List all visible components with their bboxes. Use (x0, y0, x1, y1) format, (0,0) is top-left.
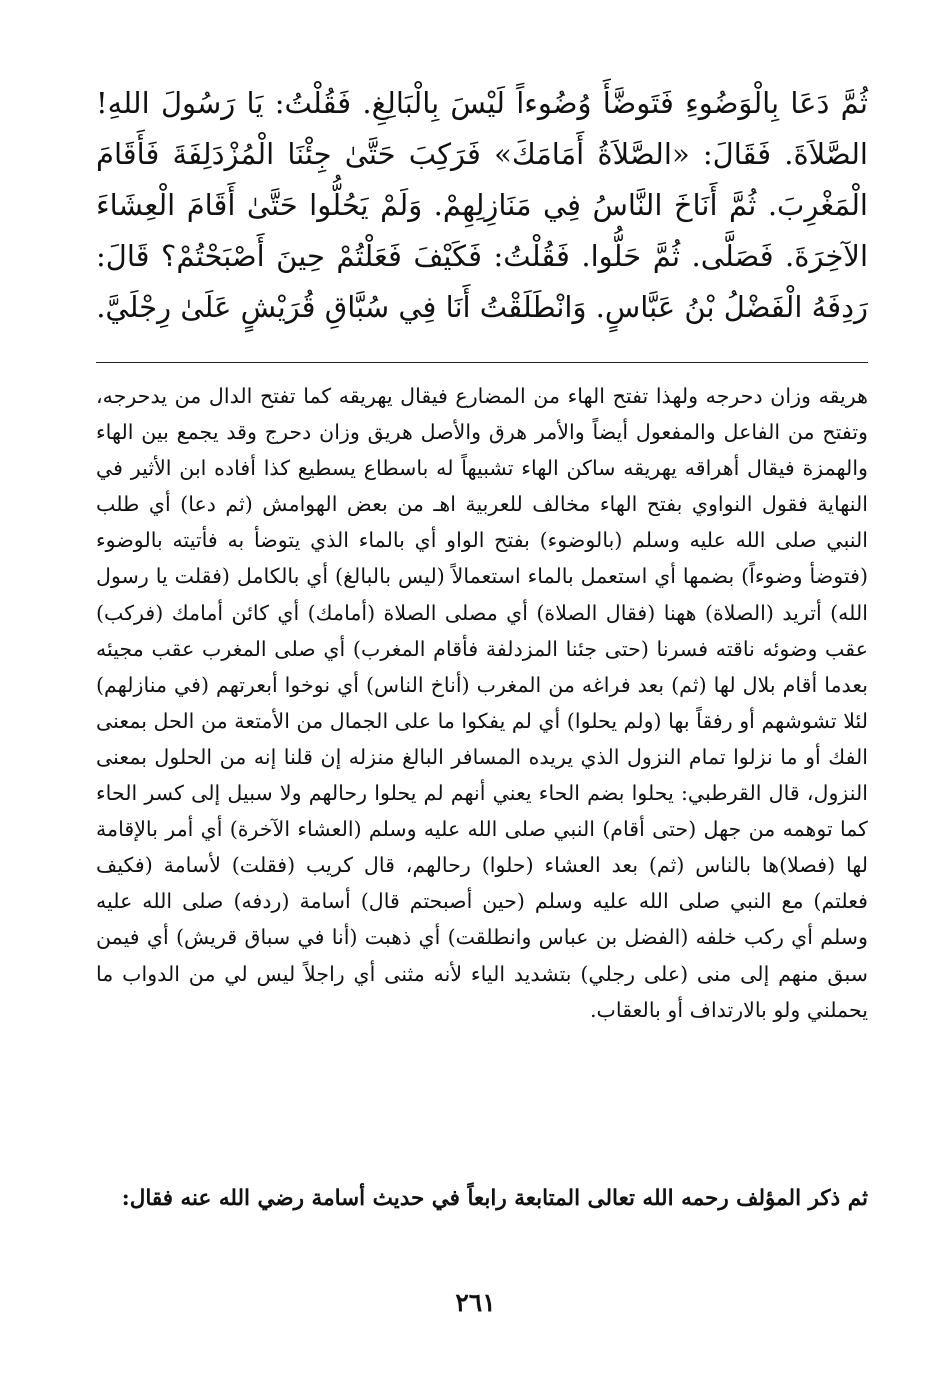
hadith-text: ثُمَّ دَعَا بِالْوَضُوءِ فَتَوضَّأَ وُضُوءاً لَيْسَ بِالْبَالِغِ. فَقُلْتُ: يَا رَسُولَ اللهِ! الصَّلاَةَ. فَقَالَ: «الصَّلاَةُ أَمَامَكَ» فَرَكِبَ حَتَّىٰ جِئْنَا الْمُزْدَلِفَةَ فَأَقَامَ الْمَغْرِبَ. ثُمَّ أَنَاخَ النَّاسُ فِي مَنَازِلِهِمْ. وَلَمْ يَحُلُّوا حَتَّىٰ أَقَامَ الْعِشَاءَ الآخِرَةَ. فَصَلَّى. ثُمَّ حَلُّوا. فَقُلْتُ: فَكَيْفَ فَعَلْتُمْ حِينَ أَصْبَحْتُمْ؟ قَالَ: رَدِفَهُ الْفَضْلُ بْنُ عَبَّاسٍ. وَانْطَلَقْتُ أَنَا فِي سُبَّاقِ قُرَيْشٍ عَلَىٰ رِجْلَيَّ. (96, 86, 868, 324)
closing-text: ثم ذكر المؤلف رحمه الله تعالى المتابعة رابعاً في حديث أسامة رضي الله عنه فقال: (121, 1186, 868, 1211)
commentary-text: هريقه وزان دحرجه ولهذا تفتح الهاء من المضارع فيقال يهريقه كما تفتح الدال من يدحرجه، وتفتح من الفاعل والمفعول أيضاً والأمر هرق والأصل هريق وزان دحرج وقد يجمع بين الهاء والهمزة فيقال أهراقه يهريقه ساكن الهاء تشبيهاً له باسطاع يسطيع كذا أفاده ابن الأثير في النهاية فقول النواوي بفتح الهاء مخالف للعربية اهـ من بعض الهوامش (ثم دعا) أي طلب النبي صلى الله عليه وسلم (بالوضوء) بفتح الواو أي بالماء الذي يتوضأ به فأتيته بالوضوء (فتوضأ وضوءاً) بضمها أي استعمل بالماء استعمالاً (ليس بالبالغ) أي بالكامل (فقلت يا رسول الله) أتريد (الصلاة) ههنا (فقال الصلاة) أي مصلى الصلاة (أمامك) أي كائن أمامك (فركب) عقب وضوئه ناقته فسرنا (حتى جئنا المزدلفة فأقام المغرب) أي صلى المغرب عقب مجيئه بعدما أقام بلال لها (ثم) بعد فراغه من المغرب (أناخ الناس) أي نوخوا أبعرتهم (في منازلهم) لئلا تشوشهم أو رفقاً بها (ولم يحلوا) أي لم يفكوا ما على الجمال من الأمتعة من الحل بمعنى الفك أو ما نزلوا تمام النزول الذي يريده المسافر البالغ منزله إن قلنا إنه من الحلول بمعنى النزول، قال القرطبي: يحلوا بضم الحاء يعني أنهم لم يحلوا رحالهم ولا سبيل إلى كسر الحاء كما توهمه من جهل (حتى أقام) النبي صلى الله عليه وسلم (العشاء الآخرة) أي أمر بالإقامة لها (فصلا)ها بالناس (ثم) بعد العشاء (حلوا) رحالهم، قال كريب (فقلت) لأسامة (فكيف فعلتم) مع النبي صلى الله عليه وسلم (حين أصبحتم قال) أسامة (ردفه) صلى الله عليه وسلم أي ركب خلفه (الفضل بن عباس وانطلقت) أي ذهبت (أنا في سباق قريش) أي فيمن سبق منهم إلى منى (على رجلي) بتشديد الياء لأنه مثنى أي راجلاً ليس لي من الدواب ما يحملني ولو بالارتداف أو بالعقاب. (96, 384, 868, 1022)
page-number: ٢٦١ (455, 1288, 496, 1317)
footnote-divider (96, 362, 868, 363)
